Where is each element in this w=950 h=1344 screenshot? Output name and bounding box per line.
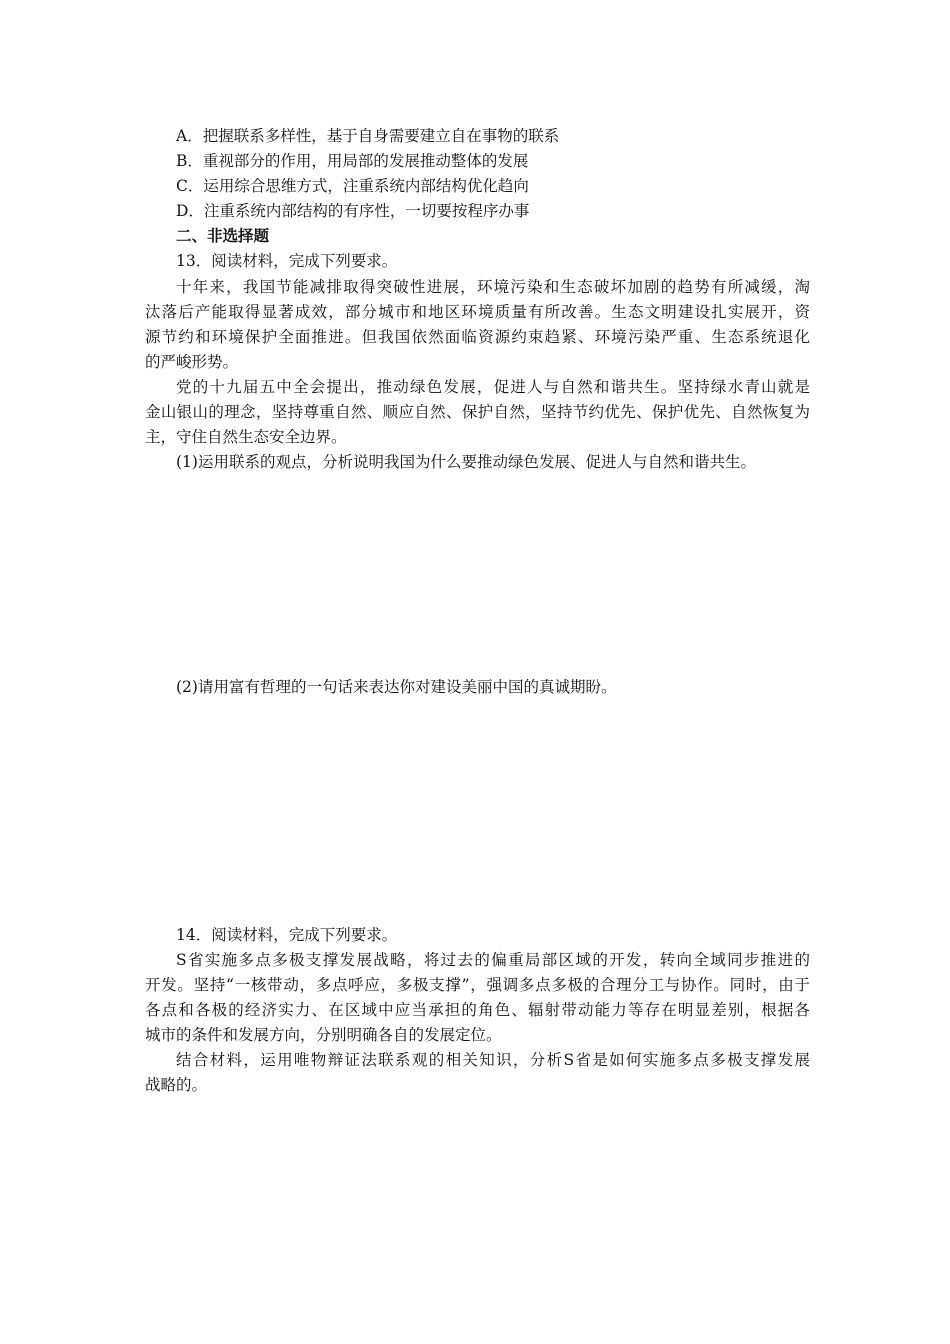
q14-prompt-line: 战略的。 <box>145 1076 208 1094</box>
option-d: D．注重系统内部结构的有序性，一切要按程序办事 <box>176 202 530 220</box>
q14-prompt-line: 结合材料，运用唯物辩证法联系观的相关知识，分析S省是如何实施多点多极支撑发展 <box>176 1051 810 1069</box>
q14-material-line: 各点和各极的经济实力、在区域中应当承担的角色、辐射带动能力等存在明显差别，根据各 <box>145 1001 810 1019</box>
q13-material-1-line: 的严峻形势。 <box>145 353 239 371</box>
q13-material-1-line: 十年来，我国节能减排取得突破性进展，环境污染和生态破坏加剧的趋势有所减缓，淘 <box>176 278 810 296</box>
q13-material-2-line: 主，守住自然生态安全边界。 <box>145 428 347 446</box>
q13-subquestion-1: (1)运用联系的观点，分析说明我国为什么要推动绿色发展、促进人与自然和谐共生。 <box>176 453 756 471</box>
q13-subquestion-2: (2)请用富有哲理的一句话来表达你对建设美丽中国的真诚期盼。 <box>176 678 617 696</box>
q14-material-line: 开发。坚持“一核带动，多点呼应，多极支撑”，强调多点多极的合理分工与协作。同时，由于 <box>145 976 810 994</box>
q13-material-2-line: 党的十九届五中全会提出，推动绿色发展，促进人与自然和谐共生。坚持绿水青山就是 <box>176 378 810 396</box>
q14-material-line: S省实施多点多极支撑发展战略，将过去的偏重局部区域的开发，转向全域同步推进的 <box>176 951 810 969</box>
q13-material-1-line: 汰落后产能取得显著成效，部分城市和地区环境质量有所改善。生态文明建设扎实展开，资 <box>145 303 810 321</box>
question-14-title: 14．阅读材料，完成下列要求。 <box>176 926 398 944</box>
question-13-title: 13．阅读材料，完成下列要求。 <box>176 252 398 270</box>
q13-material-1-line: 源节约和环境保护全面推进。但我国依然面临资源约束趋紧、环境污染严重、生态系统退化 <box>145 328 810 346</box>
section-title: 二、非选择题 <box>176 226 270 245</box>
q13-material-2-line: 金山银山的理念，坚持尊重自然、顺应自然、保护自然，坚持节约优先、保护优先、自然恢复为 <box>145 403 810 421</box>
option-b: B．重视部分的作用，用局部的发展推动整体的发展 <box>176 152 529 170</box>
option-c: C．运用综合思维方式，注重系统内部结构优化趋向 <box>176 177 529 195</box>
q14-material-line: 城市的条件和发展方向，分别明确各自的发展定位。 <box>145 1026 502 1044</box>
option-a: A．把握联系多样性，基于自身需要建立自在事物的联系 <box>176 127 560 145</box>
